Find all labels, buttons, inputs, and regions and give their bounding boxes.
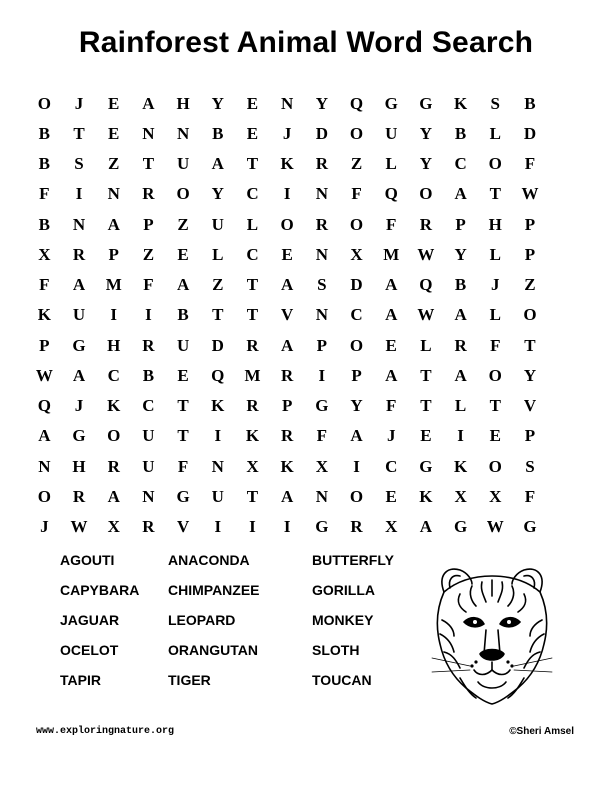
grid-letter: O: [37, 93, 51, 113]
grid-letter: K: [280, 456, 294, 476]
grid-letter: I: [457, 426, 464, 446]
grid-letter: D: [350, 275, 363, 295]
grid-letter: E: [489, 426, 501, 446]
grid-letter: U: [72, 305, 86, 325]
grid-letter: O: [488, 365, 502, 385]
grid-letter: A: [38, 426, 51, 446]
word-list-item: JAGUAR: [60, 612, 120, 628]
grid-letter: C: [142, 396, 155, 416]
grid-letter: I: [145, 305, 152, 325]
grid-letter: N: [211, 456, 224, 476]
grid-letter: T: [420, 396, 432, 416]
grid-letter: K: [419, 486, 433, 506]
grid-letter: H: [107, 335, 121, 355]
grid-letter: U: [385, 123, 398, 143]
grid-letter: L: [212, 244, 224, 264]
grid-letter: X: [350, 244, 363, 264]
grid-letter: K: [107, 396, 121, 416]
grid-letter: U: [211, 214, 224, 234]
grid-letter: B: [454, 275, 467, 295]
grid-letter: R: [281, 426, 294, 446]
grid-letter: V: [176, 517, 190, 537]
grid-letter: P: [524, 244, 536, 264]
grid-letter: X: [489, 486, 502, 506]
grid-letter: N: [38, 456, 51, 476]
grid-letter: Y: [523, 365, 537, 385]
grid-letter: F: [490, 335, 501, 355]
copyright-credit: ©Sheri Amsel: [509, 726, 574, 737]
grid-letter: L: [454, 396, 467, 416]
grid-letter: R: [72, 244, 86, 264]
grid-letter: O: [349, 486, 364, 506]
grid-letter: V: [523, 396, 537, 416]
grid-letter: F: [316, 426, 328, 446]
grid-letter: O: [107, 426, 121, 446]
grid-letter: E: [177, 365, 189, 385]
grid-letter: K: [245, 426, 260, 446]
grid-letter: S: [490, 93, 501, 113]
grid-letter: L: [385, 154, 397, 174]
grid-letter: T: [524, 335, 536, 355]
grid-letter: A: [107, 214, 120, 234]
word-list-item: AGOUTI: [60, 552, 115, 568]
grid-letter: Q: [211, 365, 225, 385]
word-list-item: ORANGUTAN: [168, 642, 258, 658]
grid-letter: B: [38, 154, 51, 174]
grid-letter: A: [419, 517, 433, 537]
grid-letter: R: [419, 214, 433, 234]
website-url: www.exploringnature.org: [36, 726, 175, 737]
grid-letter: R: [350, 517, 363, 537]
grid-letter: K: [280, 154, 294, 174]
grid-letter: P: [281, 396, 293, 416]
grid-letter: I: [110, 305, 118, 325]
grid-letter: Q: [384, 184, 398, 204]
grid-letter: X: [315, 456, 328, 476]
grid-letter: I: [214, 517, 222, 537]
grid-letter: N: [315, 244, 328, 264]
grid-letter: C: [246, 184, 259, 204]
grid-letter: W: [35, 365, 53, 385]
grid-letter: I: [353, 456, 360, 476]
grid-letter: R: [142, 517, 155, 537]
grid-letter: T: [212, 305, 224, 325]
grid-letter: T: [142, 154, 155, 174]
grid-letter: Y: [211, 184, 224, 204]
grid-letter: G: [315, 396, 329, 416]
grid-letter: P: [351, 365, 362, 385]
grid-letter: O: [349, 214, 364, 234]
grid-letter: N: [72, 214, 86, 234]
grid-letter: E: [108, 93, 120, 113]
grid-letter: R: [281, 365, 294, 385]
grid-letter: P: [524, 214, 536, 234]
grid-letter: R: [315, 154, 328, 174]
grid-letter: F: [386, 396, 397, 416]
grid-letter: L: [246, 214, 259, 234]
grid-letter: C: [385, 456, 398, 476]
grid-letter: J: [74, 93, 84, 113]
grid-letter: V: [281, 305, 294, 325]
grid-letter: W: [521, 184, 539, 204]
grid-letter: G: [419, 456, 433, 476]
grid-letter: P: [143, 214, 154, 234]
grid-letter: T: [420, 365, 432, 385]
grid-letter: M: [383, 244, 400, 264]
grid-letter: S: [317, 275, 327, 295]
grid-letter: P: [108, 244, 119, 264]
grid-letter: T: [246, 275, 259, 295]
grid-letter: L: [420, 335, 432, 355]
grid-letter: F: [143, 275, 154, 295]
grid-letter: G: [72, 335, 86, 355]
grid-letter: A: [211, 154, 224, 174]
grid-letter: N: [315, 305, 328, 325]
grid-letter: R: [246, 335, 259, 355]
grid-letter: A: [281, 275, 294, 295]
grid-letter: I: [283, 184, 291, 204]
grid-letter: A: [385, 365, 398, 385]
grid-letter: B: [454, 123, 467, 143]
grid-letter: J: [40, 517, 49, 537]
grid-letter: Z: [177, 214, 189, 234]
grid-letter: N: [142, 123, 155, 143]
grid-letter: O: [523, 305, 537, 325]
grid-letter: X: [38, 244, 51, 264]
grid-letter: D: [315, 123, 328, 143]
grid-letter: F: [351, 184, 362, 204]
grid-letter: C: [454, 154, 467, 174]
grid-letter: E: [281, 244, 293, 264]
grid-letter: Y: [419, 154, 433, 174]
grid-letter: A: [385, 305, 398, 325]
grid-letter: E: [420, 426, 432, 446]
grid-letter: A: [350, 426, 363, 446]
grid-letter: A: [281, 335, 294, 355]
grid-letter: K: [453, 93, 468, 113]
grid-letter: N: [315, 184, 328, 204]
grid-letter: F: [39, 275, 50, 295]
grid-letter: G: [419, 93, 433, 113]
grid-letter: T: [246, 305, 259, 325]
grid-letter: R: [246, 396, 259, 416]
grid-letter: T: [177, 426, 189, 446]
grid-letter: C: [107, 365, 120, 385]
grid-letter: I: [318, 365, 326, 385]
grid-letter: A: [72, 275, 86, 295]
grid-letter: F: [39, 184, 50, 204]
grid-letter: A: [454, 305, 467, 325]
word-list-item: CAPYBARA: [60, 582, 140, 598]
word-list-item: BUTTERFLY: [312, 552, 394, 568]
grid-letter: C: [246, 244, 259, 264]
grid-letter: T: [246, 154, 259, 174]
grid-letter: G: [384, 93, 398, 113]
grid-letter: J: [74, 396, 84, 416]
grid-letter: E: [385, 486, 397, 506]
grid-letter: A: [281, 486, 294, 506]
word-list-item: TAPIR: [60, 672, 101, 688]
grid-letter: D: [211, 335, 224, 355]
grid-letter: Q: [37, 396, 51, 416]
grid-letter: E: [385, 335, 397, 355]
word-list-item: LEOPARD: [168, 612, 236, 628]
grid-letter: E: [246, 93, 259, 113]
word-list-item: GORILLA: [312, 582, 375, 598]
grid-letter: O: [176, 184, 190, 204]
grid-letter: K: [453, 456, 468, 476]
grid-letter: L: [489, 123, 501, 143]
grid-letter: R: [142, 335, 155, 355]
grid-letter: R: [142, 184, 155, 204]
grid-letter: K: [37, 305, 51, 325]
grid-letter: X: [107, 517, 120, 537]
word-list-item: ANACONDA: [168, 552, 250, 568]
word-list-item: TOUCAN: [312, 672, 372, 688]
grid-letter: F: [524, 486, 536, 506]
grid-letter: I: [75, 184, 83, 204]
grid-letter: P: [455, 214, 466, 234]
grid-letter: J: [491, 275, 500, 295]
grid-letter: A: [107, 486, 120, 506]
grid-letter: R: [72, 486, 86, 506]
grid-letter: X: [385, 517, 398, 537]
grid-letter: S: [74, 154, 84, 174]
grid-letter: G: [523, 517, 537, 537]
grid-letter: B: [38, 214, 51, 234]
grid-letter: O: [349, 123, 364, 143]
grid-letter: P: [316, 335, 328, 355]
grid-letter: W: [70, 517, 88, 537]
grid-letter: Q: [419, 275, 433, 295]
grid-letter: R: [315, 214, 328, 234]
grid-letter: Z: [212, 275, 224, 295]
grid-letter: A: [385, 275, 398, 295]
page-title: Rainforest Animal Word Search: [78, 26, 534, 59]
grid-letter: R: [454, 335, 467, 355]
grid-letter: T: [246, 486, 259, 506]
grid-letter: N: [142, 486, 155, 506]
grid-letter: Y: [211, 93, 224, 113]
grid-letter: O: [349, 335, 364, 355]
grid-letter: D: [523, 123, 537, 143]
grid-letter: H: [176, 93, 190, 113]
grid-letter: G: [176, 486, 190, 506]
grid-letter: Y: [454, 244, 467, 264]
grid-letter: O: [488, 154, 502, 174]
grid-letter: A: [454, 184, 467, 204]
grid-letter: Z: [108, 154, 120, 174]
tiger-head-illustration: [430, 562, 554, 708]
grid-letter: Y: [350, 396, 363, 416]
grid-letter: H: [72, 456, 86, 476]
grid-letter: F: [386, 214, 397, 234]
grid-letter: A: [176, 275, 190, 295]
word-list-item: SLOTH: [312, 642, 360, 658]
grid-letter: T: [73, 123, 85, 143]
grid-letter: E: [177, 244, 189, 264]
grid-letter: N: [176, 123, 190, 143]
grid-letter: Z: [350, 154, 363, 174]
grid-letter: T: [489, 184, 501, 204]
grid-letter: U: [176, 335, 190, 355]
grid-letter: K: [211, 396, 225, 416]
grid-letter: B: [212, 123, 224, 143]
grid-letter: L: [489, 244, 501, 264]
grid-letter: F: [524, 154, 536, 174]
grid-letter: G: [315, 517, 329, 537]
grid-letter: T: [489, 396, 501, 416]
word-list-item: OCELOT: [60, 642, 119, 658]
word-list: [60, 549, 442, 699]
grid-letter: B: [524, 93, 536, 113]
grid-letter: I: [283, 517, 291, 537]
word-list-item: MONKEY: [312, 612, 374, 628]
grid-letter: U: [142, 426, 155, 446]
grid-letter: N: [281, 93, 294, 113]
word-list-item: CHIMPANZEE: [168, 582, 260, 598]
grid-letter: B: [142, 365, 155, 385]
grid-letter: U: [211, 486, 224, 506]
grid-letter: F: [177, 456, 189, 476]
grid-letter: E: [108, 123, 120, 143]
grid-letter: Y: [419, 123, 433, 143]
grid-letter: S: [525, 456, 535, 476]
grid-letter: O: [419, 184, 433, 204]
grid-letter: X: [246, 456, 259, 476]
grid-letter: Q: [349, 93, 364, 113]
grid-letter: C: [350, 305, 363, 325]
grid-letter: G: [72, 426, 86, 446]
grid-letter: I: [214, 426, 222, 446]
grid-letter: J: [282, 123, 292, 143]
grid-letter: O: [37, 486, 51, 506]
grid-letter: W: [486, 517, 504, 537]
grid-letter: A: [454, 365, 467, 385]
grid-letter: P: [39, 335, 50, 355]
grid-letter: O: [488, 456, 502, 476]
grid-letter: H: [488, 214, 502, 234]
grid-letter: M: [244, 365, 261, 385]
grid-letter: E: [246, 123, 259, 143]
grid-letter: N: [315, 486, 328, 506]
grid-letter: O: [280, 214, 294, 234]
grid-letter: A: [142, 93, 155, 113]
grid-letter: Z: [524, 275, 536, 295]
grid-letter: Y: [315, 93, 328, 113]
grid-letter: A: [72, 365, 86, 385]
grid-letter: X: [454, 486, 467, 506]
grid-letter: T: [177, 396, 189, 416]
grid-letter: B: [177, 305, 189, 325]
grid-letter: U: [176, 154, 190, 174]
grid-letter: U: [142, 456, 155, 476]
letter-grid: [27, 88, 547, 542]
grid-letter: J: [386, 426, 396, 446]
grid-letter: M: [105, 275, 122, 295]
grid-letter: R: [107, 456, 120, 476]
grid-letter: Z: [142, 244, 155, 264]
grid-letter: W: [417, 244, 435, 264]
grid-letter: B: [38, 123, 51, 143]
grid-letter: P: [524, 426, 536, 446]
grid-letter: N: [107, 184, 120, 204]
grid-letter: I: [249, 517, 256, 537]
grid-letter: G: [453, 517, 468, 537]
grid-letter: W: [417, 305, 435, 325]
word-list-item: TIGER: [168, 672, 211, 688]
grid-letter: L: [489, 305, 501, 325]
